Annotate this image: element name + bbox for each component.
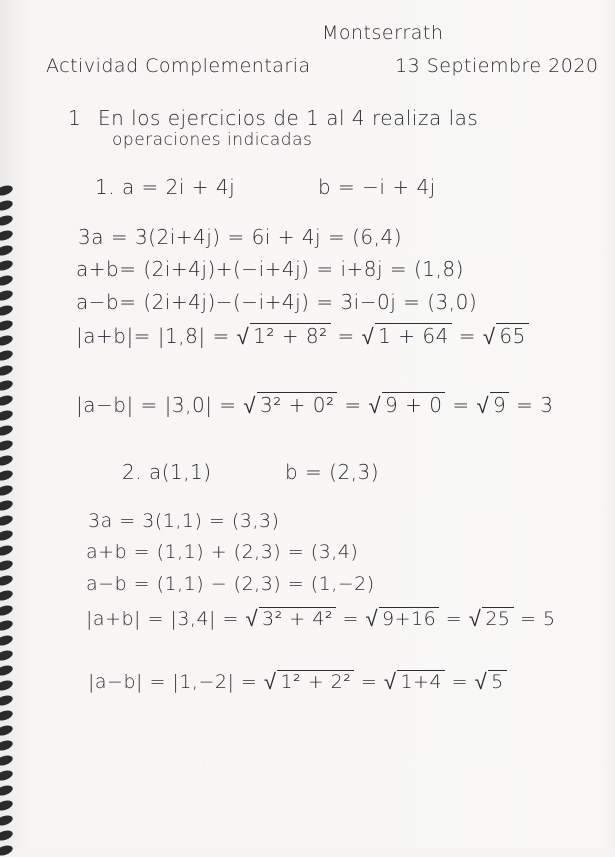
spiral-hole	[0, 559, 14, 573]
ex1-given-b: b = −i + 4j	[318, 175, 436, 199]
spiral-hole	[0, 649, 14, 663]
ex1-norm-sum-sqrt-1: √ 1² + 8²	[237, 323, 331, 349]
spiral-hole	[0, 529, 14, 543]
ex1-norm-diff-sqrt-2: √ 9 + 0	[368, 392, 445, 418]
spiral-hole	[0, 739, 14, 753]
spiral-hole	[0, 349, 14, 363]
spiral-hole	[0, 319, 14, 333]
spiral-hole	[0, 784, 14, 798]
ex1-given-a: 1. a = 2i + 4j	[95, 175, 236, 199]
spiral-hole	[0, 304, 14, 318]
spiral-hole	[0, 244, 14, 258]
spiral-hole	[0, 334, 14, 348]
spiral-hole	[0, 379, 14, 393]
spiral-hole	[0, 679, 14, 693]
spiral-hole	[0, 199, 14, 213]
ex1-norm-diff-sqrt-3: √ 9	[476, 392, 509, 418]
spiral-hole	[0, 829, 14, 843]
spiral-hole	[0, 694, 14, 708]
ex2-norm-sum-label: |a+b| = |3,4| =	[86, 608, 246, 630]
spiral-hole	[0, 799, 14, 813]
spiral-hole	[0, 424, 14, 438]
ex1-line-diff: a−b= (2i+4j)−(−i+4j) = 3i−0j = (3,0)	[76, 290, 478, 314]
spiral-hole	[0, 229, 14, 243]
instruction-line-1: En los ejercicios de 1 al 4 realiza las	[98, 106, 479, 130]
ex1-line-sum: a+b= (2i+4j)+(−i+4j) = i+8j = (1,8)	[76, 257, 464, 281]
ex1-line-norm-sum: |a+b|= |1,8| = √ 1² + 8² = √ 1 + 64 = √ 65	[76, 323, 529, 349]
spiral-hole	[0, 469, 14, 483]
ex2-given-a: 2. a(1,1)	[122, 460, 212, 484]
spiral-hole	[0, 574, 14, 588]
date: 13 Septiembre 2020	[395, 55, 599, 77]
spiral-hole	[0, 724, 14, 738]
ex2-line-diff: a−b = (1,1) − (2,3) = (1,−2)	[86, 573, 375, 595]
spiral-hole	[0, 664, 14, 678]
ex1-norm-sum-label: |a+b|= |1,8| =	[76, 324, 237, 348]
spiral-hole	[0, 589, 14, 603]
ex2-norm-sum-sqrt-3: √ 25	[469, 605, 514, 631]
ex1-line-norm-diff: |a−b| = |3,0| = √ 3² + 0² = √ 9 + 0 = √ 9 = 3	[76, 392, 553, 418]
ex1-norm-sum-sqrt-3: √ 65	[483, 323, 529, 349]
spiral-hole	[0, 214, 14, 228]
spiral-hole	[0, 619, 14, 633]
instruction-number: 1	[68, 106, 82, 130]
ex1-norm-diff-label: |a−b| = |3,0| =	[76, 393, 244, 417]
ex1-norm-sum-sqrt-2: √ 1 + 64	[362, 323, 452, 349]
spiral-hole	[0, 544, 14, 558]
spiral-hole	[0, 394, 14, 408]
spiral-hole	[0, 259, 14, 273]
spiral-hole	[0, 514, 14, 528]
ex2-line-norm-diff: |a−b| = |1,−2| = √ 1² + 2² = √ 1+4 = √ 5	[88, 668, 507, 694]
spiral-hole	[0, 709, 14, 723]
spiral-hole	[0, 274, 14, 288]
ex2-line-sum: a+b = (1,1) + (2,3) = (3,4)	[86, 541, 359, 563]
spiral-hole	[0, 769, 14, 783]
spiral-hole	[0, 754, 14, 768]
ex2-line-norm-sum: |a+b| = |3,4| = √ 3² + 4² = √ 9+16 = √ 25 = 5	[86, 605, 556, 631]
ex2-norm-diff-label: |a−b| = |1,−2| =	[88, 671, 264, 693]
spiral-hole	[0, 454, 14, 468]
spiral-hole	[0, 289, 14, 303]
spiral-hole	[0, 484, 14, 498]
spiral-hole	[0, 634, 14, 648]
ex2-norm-diff-sqrt-2: √ 1+4	[384, 668, 445, 694]
ex2-line-3a: 3a = 3(1,1) = (3,3)	[88, 510, 280, 532]
ex2-norm-sum-sqrt-2: √ 9+16	[365, 605, 439, 631]
spiral-binding	[0, 0, 20, 848]
spiral-hole	[0, 184, 14, 198]
ex2-norm-diff-sqrt-1: √ 1² + 2²	[264, 668, 355, 694]
spiral-hole	[0, 844, 14, 857]
instruction-line-2: operaciones indicadas	[112, 130, 313, 150]
ex1-norm-diff-sqrt-1: √ 3² + 0²	[243, 392, 337, 418]
activity-title: Actividad Complementaria	[46, 55, 311, 77]
spiral-hole	[0, 364, 14, 378]
ex2-norm-sum-sqrt-1: √ 3² + 4²	[245, 605, 336, 631]
spiral-hole	[0, 499, 14, 513]
ex1-line-3a: 3a = 3(2i+4j) = 6i + 4j = (6,4)	[78, 225, 402, 249]
student-name: Montserrath	[322, 22, 444, 44]
spiral-hole	[0, 814, 14, 828]
spiral-hole	[0, 409, 14, 423]
ex2-norm-sum-result: 5	[543, 608, 556, 630]
ex1-norm-diff-result: 3	[540, 393, 554, 417]
ex2-norm-diff-sqrt-3: √ 5	[475, 668, 507, 694]
spiral-hole	[0, 604, 14, 618]
spiral-hole	[0, 439, 14, 453]
ex2-given-b: b = (2,3)	[285, 460, 380, 484]
